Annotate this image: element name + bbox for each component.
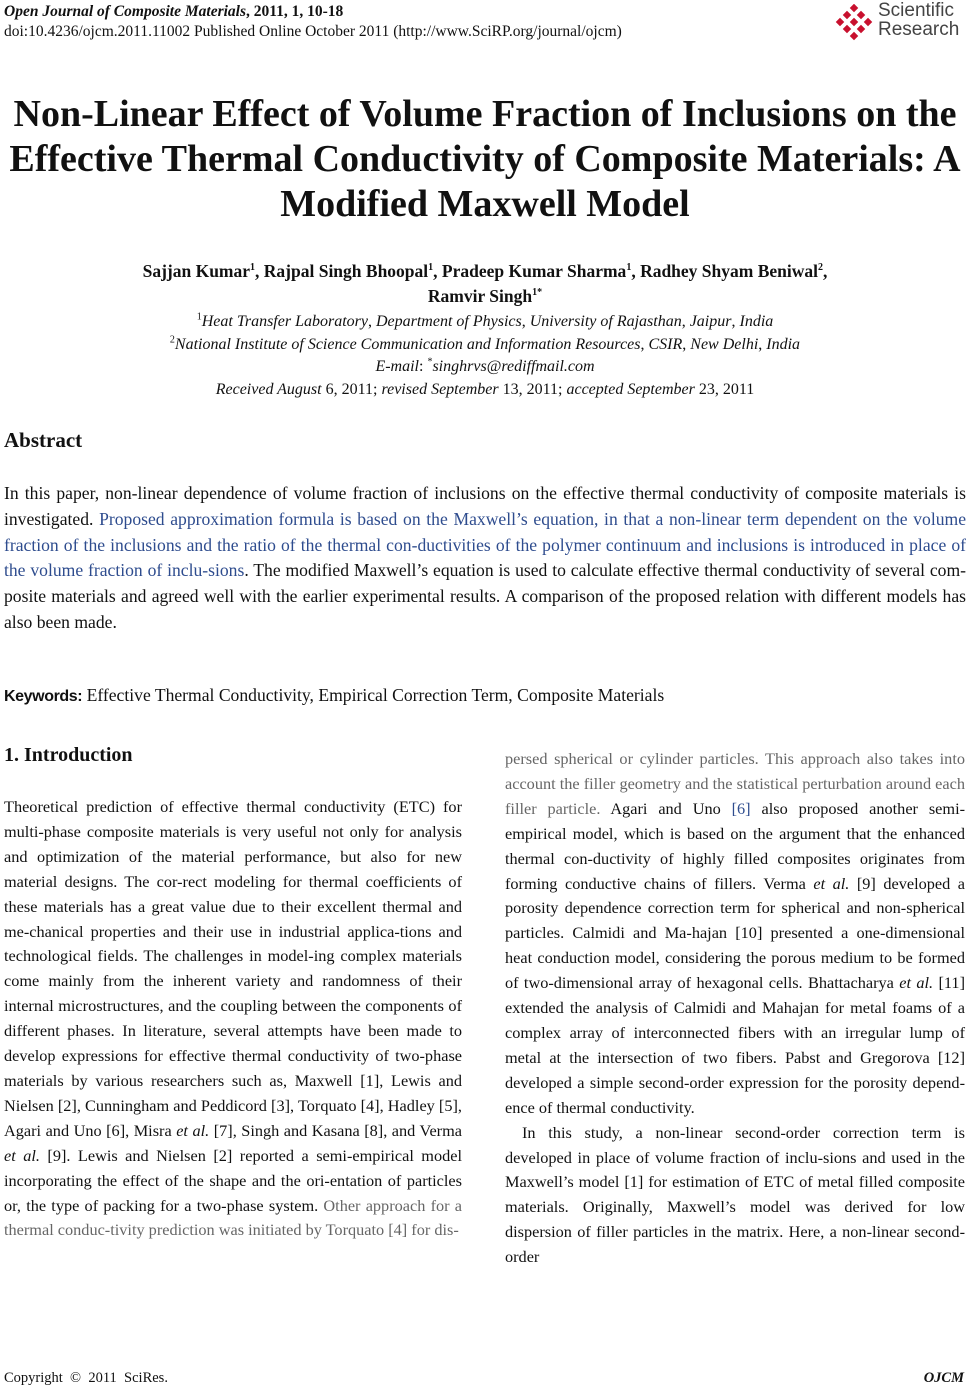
abstract-body: [4, 481, 966, 636]
author-name: Sajjan Kumar: [142, 261, 251, 281]
affiliations: [0, 311, 970, 401]
abstract-text: . The modified Maxwell’s equation is used to calculate effective thermal conductivity of several com-posite materials and agreed well with the earlier experimental results. A comparison of the proposed relation with different models has also been made.: [4, 560, 966, 632]
logo-line-1: Scientific: [878, 0, 955, 21]
text-run: Theoretical prediction of effective thermal conductivity (ETC) for multi-phase composite materials is very useful not only for analysis and optimization of the material performance, but also for new material designs. The cor-rect modeling for thermal coefficients of these materials has a great value due to their excellent thermal and me-chanical properties and their use in industrial applica-tions and technological fields. The challenges in model-ing complex materials come mainly from the inherent variety and randomness of their internal microstructures, and the coupling between the components of different phases. In literature, several attempts have been made to develop expressions for effective thermal conductivity of two-phase materials by various researchers such as, Maxwell [1], Lewis and Nielsen [2], Cunningham and Peddicord [3], Torquato [4], Hadley [5], Agari and Uno [6], Misra: [4, 797, 462, 1140]
author-affil-mark: 1: [428, 262, 434, 274]
received-label: Received August: [215, 380, 322, 398]
text-run: et al.: [4, 1145, 40, 1165]
title-line: Non-Linear Effect of Volume Fraction of Inclusions on the: [13, 93, 957, 135]
text-run: [9]. Lewis and Nielsen [2] reported a semi-empirical model incorporating the effect of the shape and the ori-entation of particles or, the type of packing for a two-phase system.: [4, 1145, 462, 1215]
paper-title: [0, 92, 970, 227]
text-run: [11] extended the analysis of Calmidi and Mahajan for metal foams of a complex array of interconnected fibers with an irregular lump of metal at the intersection of two fibers. Pabst and Gregorova [12] developed a simple second-order expression for the porosity depend-ence of thermal conductivity.: [505, 973, 965, 1117]
paragraph: In this study, a non-linear second-order correction term is developed in place of volume fraction of inclu-sions and used in the Maxwell’s model [1] for estimation of ETC of metal filled composite materials. Originally, Maxwell’s model was derived for low dispersion of filler particles in the matrix. Here, a non-linear second-order: [505, 1122, 965, 1267]
copyright-text: Copyright © 2011 SciRes.: [4, 1370, 168, 1386]
revised-label: revised September: [381, 380, 499, 398]
text-run: [7], Singh and Kasana [8], and Verma: [209, 1120, 462, 1140]
accepted-label: accepted September: [566, 380, 695, 398]
text-run: [9] developed a porosity dependence correction term for spherical and non-spherical particles. Calmidi and Ma-hajan [10] presented a one-dimensional heat conduction model, considering the porous medium to be formed of two-dimensional array of hexagonal cells. Bhattacharya: [505, 873, 965, 993]
logo-text: [878, 1, 959, 39]
journal-header: [4, 2, 622, 42]
affil-part: CSIR: [648, 335, 683, 353]
text-run-gray: Other approach for a thermal conduc-tivity prediction was initiated by Torquato [4] for dis-: [4, 1195, 463, 1240]
author-affil-mark: 1: [626, 262, 632, 274]
author-name: Pradeep Kumar Sharma: [441, 261, 627, 281]
keywords-text: Effective Thermal Conductivity, Empirical Correction Term, Composite Materials: [82, 685, 665, 705]
corresponding-mark: *: [427, 356, 433, 368]
reference-link[interactable]: [6]: [731, 798, 751, 818]
affil-part: India: [739, 313, 774, 330]
right-column: [505, 747, 965, 1270]
keywords-label: Keywords:: [4, 688, 83, 705]
doi-line: doi:10.4236/ojcm.2011.11002 Published Online October 2011 (http://www.SciRP.org/journal/ojcm): [4, 23, 622, 40]
journal-citation-line: [4, 2, 622, 22]
text-run: et al.: [176, 1120, 210, 1140]
abstract-text-highlighted: Proposed approximation formula is based on the Maxwell’s equation, in that a non-linear term dependent on the volume fraction of the inclusions and the ratio of the thermal con-ductivities of the polymer continuum and inclusions is introduced in place of the volume fraction of inclu-sions: [4, 508, 967, 581]
affil-part: New Delhi: [690, 335, 759, 353]
text-run: Agari and Uno: [610, 798, 732, 818]
abstract-heading: Abstract: [4, 428, 83, 452]
journal-name: Open Journal of Composite Materials: [4, 3, 246, 20]
paragraph: [4, 795, 462, 1243]
dates-line: [0, 379, 970, 402]
affil-part: Heat Transfer Laboratory: [201, 313, 368, 330]
affiliation-1: $^1$Heat Transfer Laboratory, Department of Physics, University of Rajasthan, Jaipur, India: [196, 311, 774, 330]
email-line: E-mail: *singhrvs@rediffmail.com: [375, 356, 595, 375]
affil-part: Jaipur: [689, 313, 732, 330]
affil-part: University of Rajasthan: [529, 313, 682, 330]
email-label: E-mail: [375, 358, 419, 375]
author-name: Radhey Shyam Beniwal: [640, 261, 819, 281]
abstract-text: In this paper, non-linear dependence of volume fraction of inclusions on the effective thermal conductivity of composite materials is investigated.: [4, 483, 966, 529]
author-line: Sajjan Kumar$^1$, Rajpal Singh Bhoopal$^1$, Pradeep Kumar Sharma$^1$, Radhey Shyam Beniwal$^2$,: [142, 261, 828, 281]
revised-date: 13, 2011;: [498, 380, 567, 398]
author-affil-mark: 2: [818, 262, 824, 274]
author-line: [0, 284, 970, 309]
title-line: Effective Thermal Conductivity of Composite Materials: A: [9, 138, 961, 180]
email-address: singhrvs@rediffmail.com: [432, 358, 595, 375]
affil-part: National Institute of Science Communication and Information Resources: [174, 335, 641, 353]
journal-abbreviation: OJCM: [923, 1370, 964, 1386]
affil-mark: 1: [196, 311, 202, 323]
received-date: 6, 2011;: [321, 380, 382, 398]
paragraph: [505, 747, 965, 1121]
author-name: Ramvir Singh: [427, 286, 533, 306]
page-footer: [4, 1370, 964, 1387]
keywords: [4, 685, 664, 706]
logo-line-2: Research: [878, 19, 960, 40]
affil-part: India: [766, 335, 801, 353]
text-run: et al.: [813, 873, 850, 893]
author-list: [0, 259, 970, 309]
affil-mark: 2: [169, 334, 175, 346]
text-run: also proposed another semi-empirical model, which is based on the argument that the enhanced thermal con-ductivity of highly filled composites originates from forming conductive chains of fillers. Verma: [505, 798, 966, 893]
author-affil-mark: 1*: [532, 287, 543, 299]
author-affil-mark: 1: [250, 262, 256, 274]
scirp-diamond-logo-icon: [834, 4, 874, 42]
text-run-gray: persed spherical or cylinder particles. This approach also takes into account the filler geometry and the statistical perturbation around each filler particle.: [505, 749, 965, 818]
journal-volume: , 2011, 1, 10-18: [246, 3, 344, 20]
section-heading: 1. Introduction: [4, 744, 133, 766]
affil-part: Department of Physics: [375, 313, 522, 330]
publisher-logo: [834, 0, 964, 44]
accepted-date: 23, 2011: [694, 380, 755, 398]
left-column: [4, 795, 462, 1243]
affiliation-2: $^2$National Institute of Science Communication and Information Resources, CSIR, New Delhi, India: [169, 334, 801, 353]
title-line: Modified Maxwell Model: [280, 183, 690, 225]
text-run: et al.: [899, 973, 934, 993]
author-name: Rajpal Singh Bhoopal: [263, 261, 429, 281]
